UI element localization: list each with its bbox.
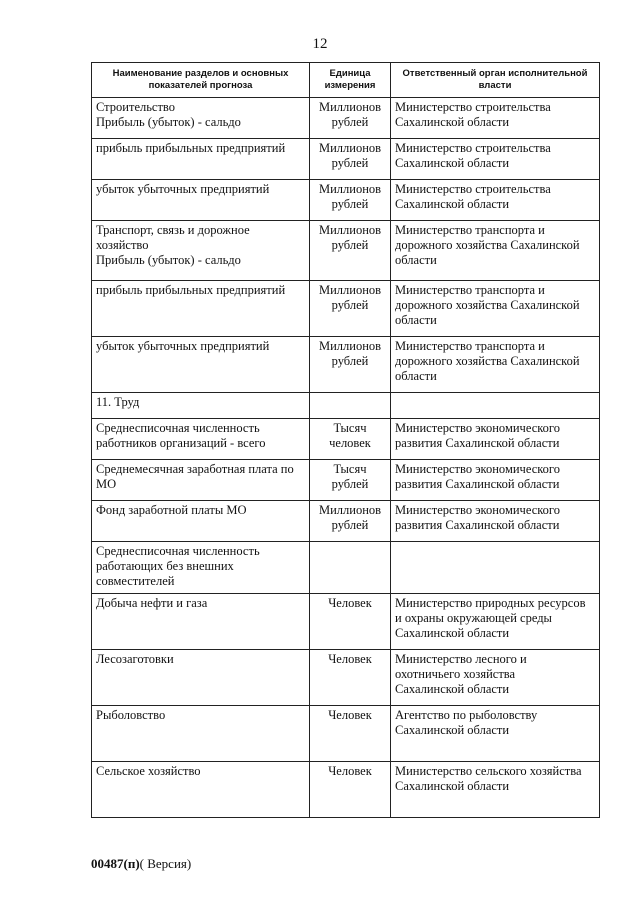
document-code: 00487(п) xyxy=(91,856,140,871)
cell-responsible-org xyxy=(391,98,600,139)
table-row xyxy=(92,281,600,337)
table-row xyxy=(92,594,600,650)
cell-unit-line: рублей xyxy=(331,298,369,312)
cell-unit-line: Миллионов xyxy=(318,503,382,517)
cell-unit-line: Миллионов xyxy=(318,223,382,237)
cell-responsible-org-line: Министерство лесного и xyxy=(395,652,527,666)
cell-indicator-name xyxy=(92,542,310,594)
cell-indicator-name-line: хозяйство xyxy=(96,238,149,252)
cell-unit-line: Человек xyxy=(328,708,372,722)
cell-responsible-org-line: Министерство экономического xyxy=(395,462,560,476)
cell-unit-line: Человек xyxy=(328,764,372,778)
forecast-indicators-table xyxy=(91,62,600,818)
cell-responsible-org-line: Сахалинской области xyxy=(395,682,510,696)
table-row xyxy=(92,542,600,594)
cell-responsible-org xyxy=(391,650,600,706)
cell-responsible-org xyxy=(391,460,600,501)
cell-responsible-org xyxy=(391,419,600,460)
cell-responsible-org xyxy=(391,594,600,650)
table-header-row xyxy=(92,63,600,98)
cell-responsible-org-line: развития Сахалинской области xyxy=(395,518,560,532)
table-row xyxy=(92,139,600,180)
table-row xyxy=(92,393,600,419)
cell-indicator-name xyxy=(92,393,310,419)
cell-responsible-org-line: Министерство строительства xyxy=(395,100,551,114)
cell-responsible-org-line: Министерство сельского хозяйства xyxy=(395,764,582,778)
cell-responsible-org-line: Сахалинской области xyxy=(395,115,510,129)
cell-indicator-name xyxy=(92,594,310,650)
cell-responsible-org-line: дорожного хозяйства Сахалинской xyxy=(395,238,580,252)
cell-indicator-name xyxy=(92,221,310,281)
cell-indicator-name-line: Рыболовство xyxy=(96,708,166,722)
cell-unit-line: Миллионов xyxy=(318,182,382,196)
cell-indicator-name xyxy=(92,460,310,501)
cell-indicator-name-line: прибыль прибыльных предприятий xyxy=(96,283,286,297)
cell-indicator-name xyxy=(92,98,310,139)
cell-responsible-org-line: Сахалинской области xyxy=(395,197,510,211)
cell-responsible-org xyxy=(391,139,600,180)
header-org-line: Ответственный орган xyxy=(402,68,506,79)
cell-indicator-name-line: Среднесписочная численность xyxy=(96,544,260,558)
cell-indicator-name-line: убыток убыточных предприятий xyxy=(96,339,270,353)
cell-indicator-name xyxy=(92,139,310,180)
cell-responsible-org xyxy=(391,542,600,594)
cell-responsible-org xyxy=(391,501,600,542)
cell-indicator-name-line: прибыль прибыльных предприятий xyxy=(96,141,286,155)
cell-unit xyxy=(310,501,391,542)
cell-responsible-org-line: Сахалинской области xyxy=(395,779,510,793)
table-row xyxy=(92,221,600,281)
cell-unit-line: рублей xyxy=(331,477,369,491)
cell-indicator-name xyxy=(92,762,310,818)
cell-indicator-name xyxy=(92,650,310,706)
cell-responsible-org xyxy=(391,393,600,419)
table-row xyxy=(92,419,600,460)
cell-indicator-name xyxy=(92,706,310,762)
cell-unit-line: рублей xyxy=(331,156,369,170)
cell-unit-line: Миллионов xyxy=(318,141,382,155)
cell-indicator-name-line: Строительство xyxy=(96,100,176,114)
cell-unit xyxy=(310,139,391,180)
cell-responsible-org-line: развития Сахалинской области xyxy=(395,477,560,491)
cell-indicator-name-line: 11. Труд xyxy=(96,395,140,409)
cell-unit xyxy=(310,180,391,221)
cell-responsible-org-line: Министерство экономического xyxy=(395,421,560,435)
header-name-line: показателей прогноза xyxy=(148,80,253,91)
cell-unit xyxy=(310,393,391,419)
cell-unit-line: рублей xyxy=(331,354,369,368)
cell-unit xyxy=(310,98,391,139)
cell-responsible-org-line: области xyxy=(395,313,437,327)
cell-indicator-name-line: Прибыль (убыток) - сальдо xyxy=(96,115,241,129)
cell-unit-line: Человек xyxy=(328,596,372,610)
cell-responsible-org xyxy=(391,706,600,762)
cell-responsible-org-line: Министерство строительства xyxy=(395,141,551,155)
cell-unit xyxy=(310,650,391,706)
cell-responsible-org xyxy=(391,762,600,818)
cell-indicator-name-line: работающих без внешних xyxy=(96,559,234,573)
cell-unit-line: рублей xyxy=(331,518,369,532)
header-unit-line: измерения xyxy=(324,80,376,91)
cell-unit xyxy=(310,594,391,650)
cell-responsible-org xyxy=(391,221,600,281)
table-row xyxy=(92,650,600,706)
cell-responsible-org-line: области xyxy=(395,253,437,267)
cell-indicator-name xyxy=(92,501,310,542)
document-footer xyxy=(91,856,191,872)
cell-indicator-name-line: совместителей xyxy=(96,574,175,588)
cell-unit xyxy=(310,281,391,337)
cell-indicator-name-line: убыток убыточных предприятий xyxy=(96,182,270,196)
page-number: 12 xyxy=(312,36,328,52)
cell-indicator-name-line: Фонд заработной платы МО xyxy=(96,503,247,517)
cell-unit-line: Миллионов xyxy=(318,283,382,297)
cell-responsible-org-line: Министерство транспорта и xyxy=(395,283,545,297)
table-row xyxy=(92,337,600,393)
cell-unit xyxy=(310,419,391,460)
cell-responsible-org-line: дорожного хозяйства Сахалинской xyxy=(395,354,580,368)
cell-unit xyxy=(310,337,391,393)
cell-indicator-name xyxy=(92,281,310,337)
cell-responsible-org-line: Министерство природных ресурсов xyxy=(395,596,586,610)
table-row xyxy=(92,98,600,139)
header-name xyxy=(92,63,310,98)
cell-responsible-org-line: Министерство транспорта и xyxy=(395,339,545,353)
cell-unit xyxy=(310,221,391,281)
cell-responsible-org xyxy=(391,180,600,221)
table-row xyxy=(92,501,600,542)
cell-indicator-name-line: Среднемесячная заработная плата по xyxy=(96,462,294,476)
cell-unit-line: рублей xyxy=(331,115,369,129)
cell-responsible-org xyxy=(391,337,600,393)
cell-indicator-name xyxy=(92,337,310,393)
cell-indicator-name xyxy=(92,419,310,460)
cell-responsible-org-line: дорожного хозяйства Сахалинской xyxy=(395,298,580,312)
header-unit xyxy=(310,63,391,98)
cell-responsible-org-line: развития Сахалинской области xyxy=(395,436,560,450)
cell-unit-line: Миллионов xyxy=(318,100,382,114)
cell-responsible-org-line: Министерство транспорта и xyxy=(395,223,545,237)
cell-indicator-name-line: МО xyxy=(96,477,117,491)
cell-indicator-name-line: Сельское хозяйство xyxy=(96,764,201,778)
cell-responsible-org-line: области xyxy=(395,369,437,383)
cell-unit-line: Человек xyxy=(328,652,372,666)
cell-indicator-name-line: Среднесписочная численность xyxy=(96,421,260,435)
cell-unit-line: Миллионов xyxy=(318,339,382,353)
cell-responsible-org-line: Сахалинской области xyxy=(395,723,510,737)
cell-unit-line: рублей xyxy=(331,197,369,211)
cell-indicator-name-line: Транспорт, связь и дорожное xyxy=(96,223,250,237)
table-row xyxy=(92,460,600,501)
cell-indicator-name-line: Лесозаготовки xyxy=(96,652,174,666)
header-unit-line: Единица xyxy=(329,68,371,79)
cell-responsible-org-line: Агентство по рыболовству xyxy=(395,708,538,722)
cell-unit-line: рублей xyxy=(331,238,369,252)
header-org xyxy=(391,63,600,98)
cell-responsible-org xyxy=(391,281,600,337)
table-row xyxy=(92,180,600,221)
cell-responsible-org-line: Сахалинской области xyxy=(395,156,510,170)
cell-unit xyxy=(310,762,391,818)
cell-unit-line: Тысяч xyxy=(333,421,367,435)
cell-responsible-org-line: Министерство строительства xyxy=(395,182,551,196)
cell-responsible-org-line: Сахалинской области xyxy=(395,626,510,640)
cell-unit-line: человек xyxy=(329,436,371,450)
cell-unit-line: Тысяч xyxy=(333,462,367,476)
cell-unit xyxy=(310,542,391,594)
cell-unit xyxy=(310,706,391,762)
table-row xyxy=(92,762,600,818)
cell-responsible-org-line: охотничьего хозяйства xyxy=(395,667,516,681)
header-org-line: исполнительной власти xyxy=(478,68,588,91)
cell-indicator-name-line: работников организаций - всего xyxy=(96,436,266,450)
header-name-line: Наименование разделов и основных xyxy=(112,68,289,79)
cell-indicator-name xyxy=(92,180,310,221)
table-body xyxy=(92,98,600,818)
cell-indicator-name-line: Прибыль (убыток) - сальдо xyxy=(96,253,241,267)
cell-responsible-org-line: Министерство экономического xyxy=(395,503,560,517)
cell-responsible-org-line: и охраны окружающей среды xyxy=(395,611,552,625)
document-version: ( Версия) xyxy=(139,856,192,871)
cell-unit xyxy=(310,460,391,501)
table-row xyxy=(92,706,600,762)
cell-indicator-name-line: Добыча нефти и газа xyxy=(96,596,208,610)
